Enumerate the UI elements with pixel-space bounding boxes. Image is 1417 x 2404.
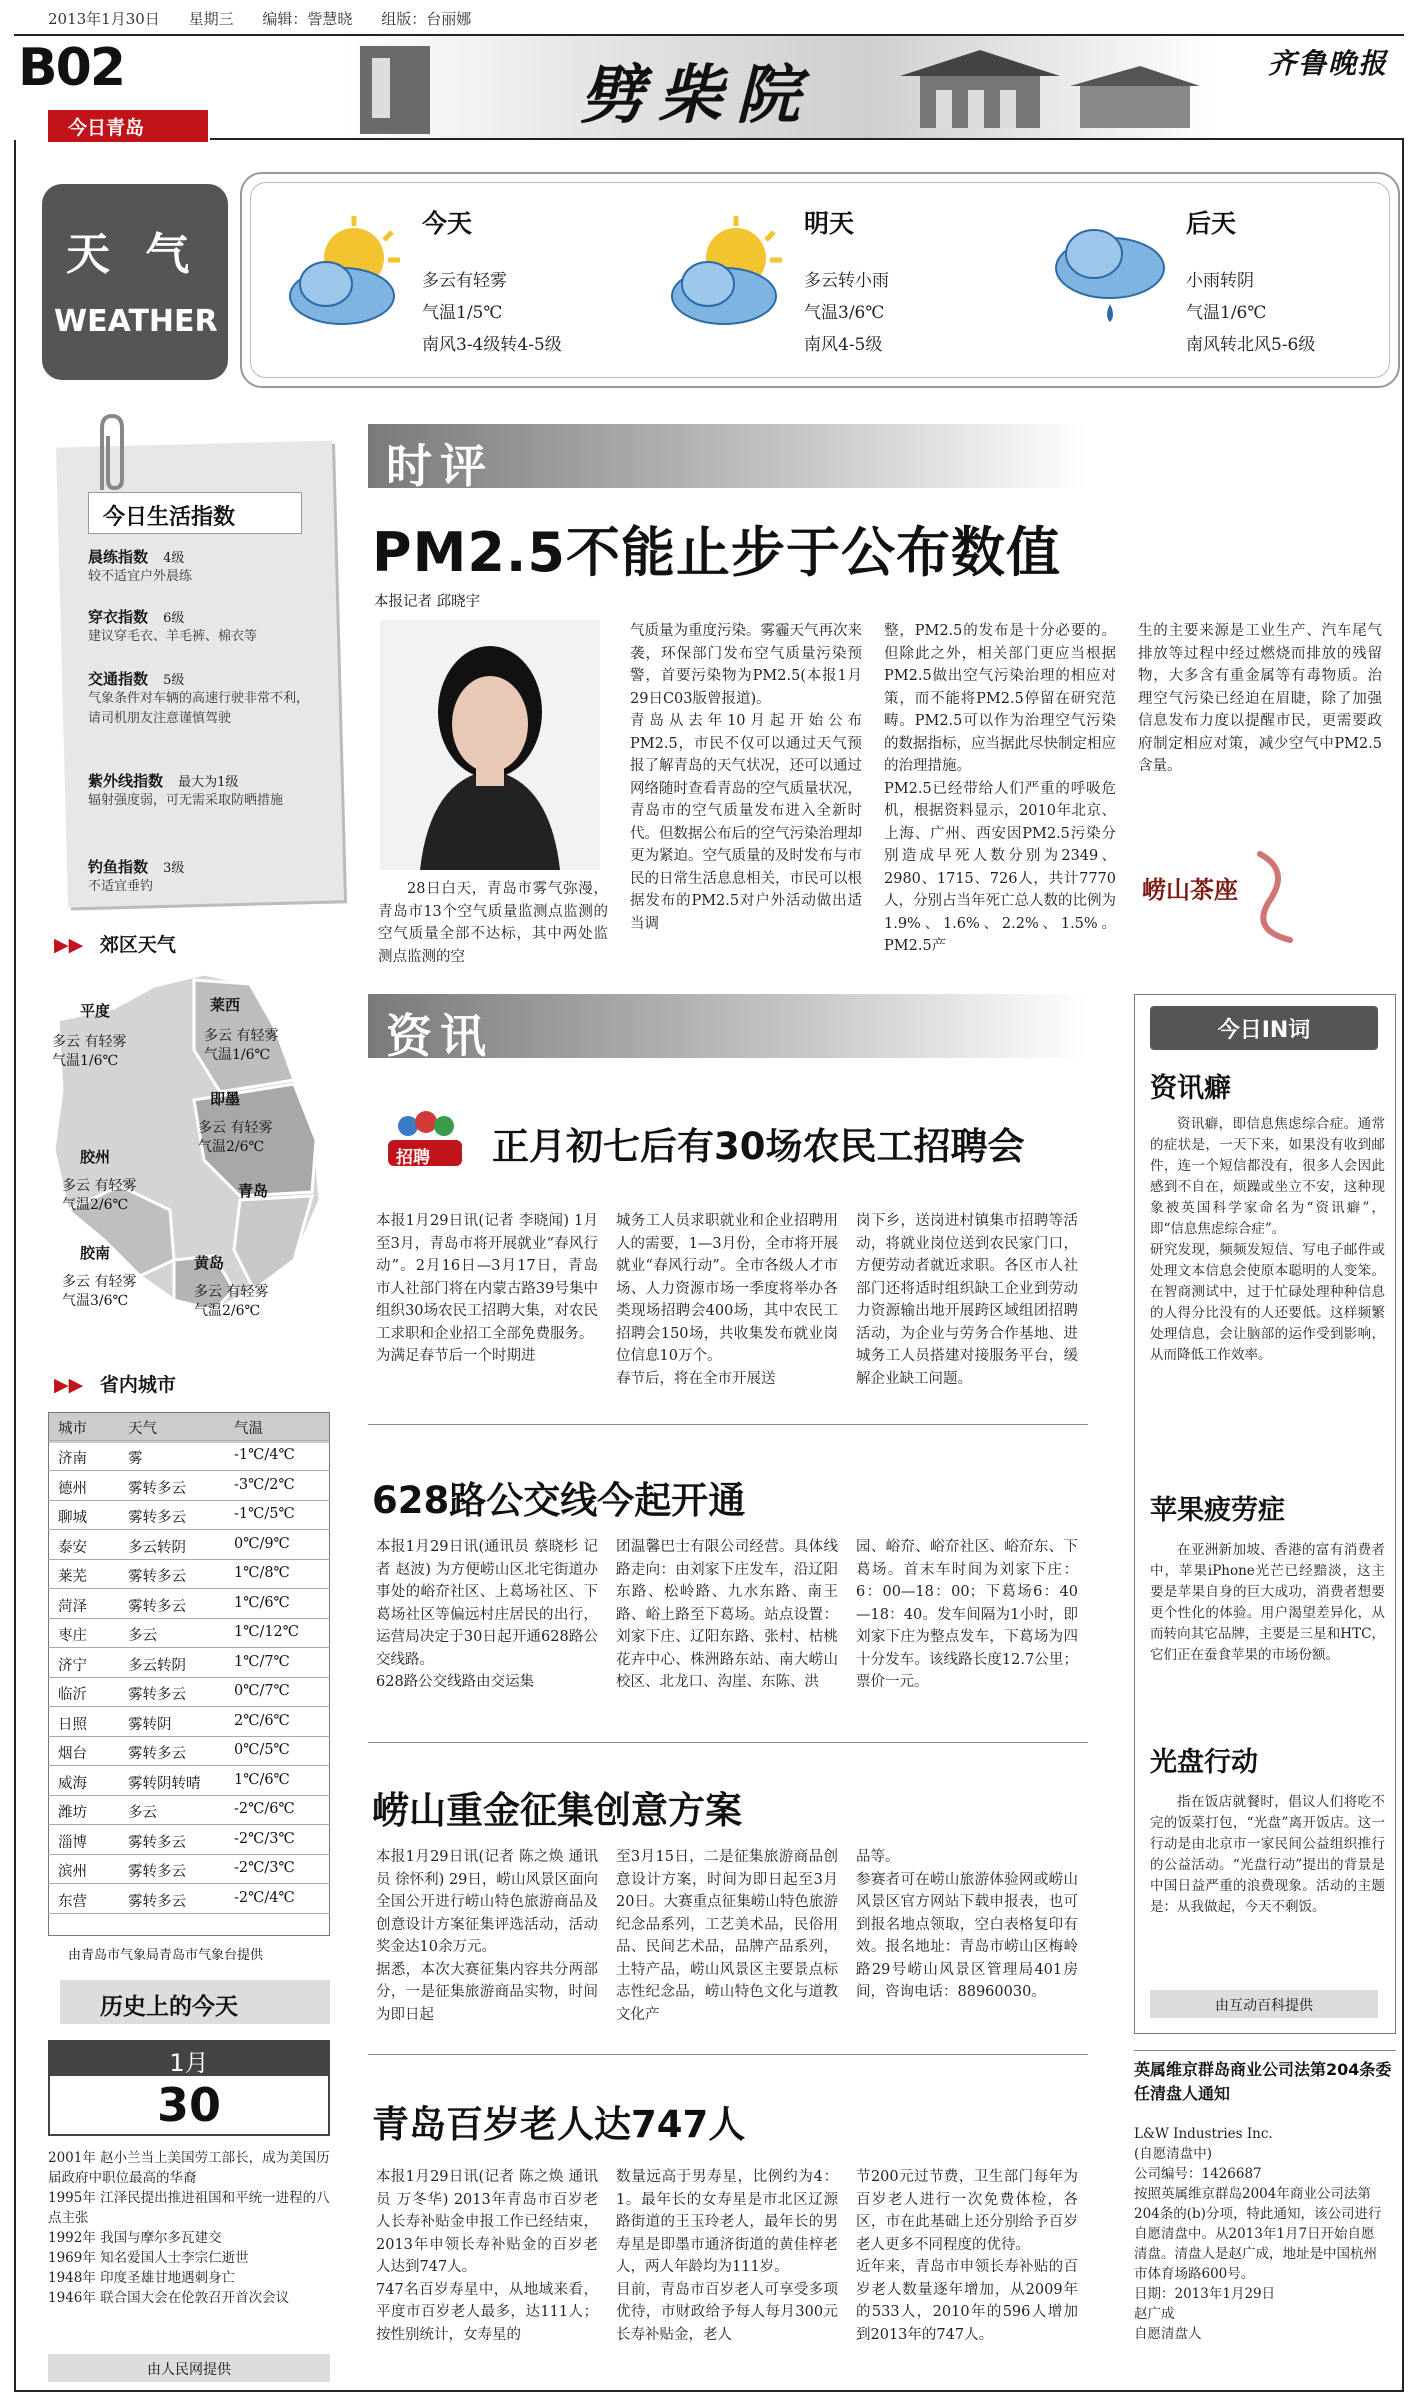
province-heading <box>54 1370 176 1397</box>
life-index-level: 4级 <box>163 551 185 566</box>
city-weather: 雾转多云 <box>128 1569 186 1585</box>
forecast-after-tomorrow <box>1046 196 1406 366</box>
forecast-today-condition: 多云有轻雾 <box>422 271 507 291</box>
forecast-tomorrow <box>664 196 1024 366</box>
city-name: 烟台 <box>58 1746 87 1762</box>
article-divider <box>368 1742 1088 1743</box>
life-index-desc: 建议穿毛衣、羊毛裤、棉衣等 <box>88 629 258 644</box>
history-title-box <box>48 1980 330 2024</box>
city-weather: 雾 <box>128 1451 143 1467</box>
table-row <box>48 1767 330 1796</box>
city-temp: 2℃/6℃ <box>234 1712 290 1729</box>
life-index-item <box>88 546 316 587</box>
city-temp: 1℃/6℃ <box>234 1771 290 1788</box>
life-index-item <box>88 770 316 811</box>
table-row <box>48 1442 330 1471</box>
paperclip-icon <box>90 410 130 500</box>
map-region <box>52 1002 127 1071</box>
city-temp: 0℃/7℃ <box>234 1683 290 1699</box>
table-row <box>48 1619 330 1648</box>
map-region <box>204 996 279 1065</box>
article-col: 本报1月29日讯(通讯员 蔡晓杉 记者 赵波) 为方便崂山区北宅街道办事处的峪夼社区、上葛场社区、下葛场社区等偏远村庄居民的出行，运营局决定于30日起开通628路公交线路。 628路公交线路由交运集 <box>376 1539 598 1690</box>
in-word-desc: 在亚洲新加坡、香港的富有消费者中，苹果iPhone光芒已经黯淡，这主要是苹果自身的巨大成功，消费者想要更个性化的体验。用户渴望差异化，从而转向其它品牌，主要是三星和HTC，它们正在蚕食苹果的市场份额。 <box>1150 1542 1385 1663</box>
map-region-condition: 多云 有轻雾 <box>194 1284 269 1300</box>
commentary-headline: PM2.5不能止步于公布数值 <box>372 521 1061 584</box>
forecast-tomorrow-condition: 多云转小雨 <box>804 271 889 291</box>
laoshan-tea-logo <box>1140 840 1340 950</box>
notice-top-rule <box>1134 2050 1396 2051</box>
table-row <box>48 1708 330 1737</box>
article-col: 品等。 参赛者可在崂山旅游体验网或崂山风景区官方网站下载申报表，也可到报名地点领取，空白表格复印有效。报名地址：青岛市崂山区梅岭路29号崂山风景区管理局401房间，咨询电话：88960030。 <box>856 1849 1078 2000</box>
forecast-after-title: 后天 <box>1186 209 1237 238</box>
partly-cloudy-icon <box>664 212 794 342</box>
life-index-name: 交通指数 <box>88 670 149 688</box>
forecast-tomorrow-wind: 南风4-5级 <box>804 335 883 355</box>
city-name: 聊城 <box>58 1510 87 1526</box>
table-row <box>48 1531 330 1560</box>
commentary-col-3: 整，PM2.5的发布是十分必要的。但除此之外，相关部门更应当根据PM2.5做出空气污染治理的相应对策，而不能将PM2.5停留在研究范畴。PM2.5可以作为治理空气污染的数据指标，应当据此尽快制定相应的治理措施。 PM2.5已经带给人们严重的呼吸危机，根据资料显示，2010年北京、上海、广州、西安因PM2.5污染分别造成早死人数分别为2349、2980、1715、726人，共计7770人，分别占当年死亡总人数的比例为1.9%、1.6%、2.2%、1.5%。PM2.5产 <box>884 623 1116 954</box>
commentary-banner <box>368 424 1088 493</box>
city-weather: 雾转多云 <box>128 1598 186 1615</box>
forecast-today-wind: 南风3-4级转4-5级 <box>422 335 562 355</box>
city-temp: -3℃/2℃ <box>234 1476 295 1493</box>
life-index-level: 3级 <box>163 861 185 876</box>
map-region-name: 青岛 <box>238 1182 269 1200</box>
forecast-after-condition: 小雨转阴 <box>1186 271 1254 291</box>
city-name: 临沂 <box>58 1687 87 1703</box>
laoshan-tea-text: 崂山茶座 <box>1142 875 1238 904</box>
map-region <box>198 1090 273 1157</box>
map-region-condition: 多云 有轻雾 <box>62 1178 137 1194</box>
article-headline: 青岛百岁老人达747人 <box>372 2103 746 2146</box>
table-row <box>48 1855 330 1884</box>
section-banner <box>48 110 208 142</box>
commentary-byline: 本报记者 邱晓宇 <box>374 594 481 610</box>
double-arrow-icon: ▶▶ <box>54 934 84 956</box>
forecast-tomorrow-temp: 气温3/6℃ <box>804 303 885 323</box>
city-temp: -2℃/3℃ <box>234 1830 295 1847</box>
table-row <box>48 1796 330 1825</box>
column-title: 劈柴院 <box>580 58 814 133</box>
table-row <box>48 1501 330 1530</box>
forecast-after-wind: 南风转北风5-6级 <box>1186 335 1316 355</box>
article-col: 本报1月29日讯(记者 陈之焕 通讯员 徐怀利) 29日，崂山风景区面向全国公开进行崂山特色旅游商品及创意设计方案征集评选活动，活动奖金达10余万元。 据悉，本次大赛征集内容共分两部分，一是征集旅游商品实物，时间为即日起 <box>376 1849 598 2023</box>
column-title-banner <box>340 36 1220 138</box>
map-region-name: 即墨 <box>210 1090 241 1108</box>
footer-rule <box>14 2390 1404 2392</box>
commentary-lead-text: 28日白天，青岛市雾气弥漫，青岛市13个空气质量监测点监测的空气质量全部不达标，其中两处监测点监测的空 <box>378 881 608 965</box>
city-weather: 雾转阴 <box>128 1716 172 1733</box>
city-temp: 1℃/12℃ <box>234 1624 300 1640</box>
col-header-city: 城市 <box>58 1421 87 1437</box>
col-header-weather: 天气 <box>128 1421 157 1437</box>
history-title-notch <box>48 1980 60 2024</box>
forecast-today-title: 今天 <box>422 209 473 238</box>
map-region-name: 胶南 <box>80 1244 111 1262</box>
issue-date: 2013年1月30日 <box>48 10 160 28</box>
city-weather: 雾转多云 <box>128 1834 186 1851</box>
history-month-box <box>48 2040 330 2077</box>
city-temp: -2℃/6℃ <box>234 1801 295 1817</box>
col-header-temp: 气温 <box>234 1421 263 1437</box>
news-banner <box>368 994 1088 1063</box>
city-name: 济南 <box>58 1451 87 1467</box>
table-row <box>48 1472 330 1501</box>
table-row <box>48 1678 330 1707</box>
forecast-after-temp: 气温1/6℃ <box>1186 303 1267 323</box>
city-name: 威海 <box>58 1775 87 1792</box>
history-source-box <box>48 2354 330 2382</box>
article-headline: 崂山重金征集创意方案 <box>372 1789 742 1832</box>
table-row <box>48 1826 330 1855</box>
commentary-section-label: 时评 <box>386 439 494 493</box>
article-col: 城务工人员求职就业和企业招聘用人的需要，1—3月份，全市将开展就业“春风行动”。全市各级人才市场、人力资源市场一季度将举办各类现场招聘会400场，其中农民工招聘会150场，共收集发布就业岗位信息10万个。 春节后，将在全市开展送 <box>616 1213 838 1387</box>
map-region-condition: 多云 有轻雾 <box>52 1034 127 1050</box>
map-region <box>62 1148 137 1215</box>
commentary-lead <box>378 878 608 968</box>
forecast-today <box>282 196 642 366</box>
city-name: 济宁 <box>58 1657 87 1674</box>
tea-brush-icon <box>1140 840 1340 950</box>
map-region-name: 胶州 <box>80 1148 111 1166</box>
map-region-condition: 多云 有轻雾 <box>198 1120 273 1136</box>
map-region-name: 黄岛 <box>194 1254 225 1272</box>
rain-cloud-icon <box>1046 212 1176 342</box>
reporter-photo <box>380 620 600 870</box>
province-title: 省内城市 <box>99 1374 176 1396</box>
life-index-item <box>88 606 316 647</box>
life-index-desc: 气象条件对车辆的高速行驶非常不利，请司机朋友注意谨慎驾驶 <box>88 691 310 726</box>
article-divider <box>368 2054 1088 2055</box>
table-row <box>48 1590 330 1619</box>
table-row <box>48 1649 330 1678</box>
life-index-item <box>88 856 316 897</box>
map-region-temp: 气温1/6℃ <box>52 1053 119 1069</box>
city-weather: 雾转多云 <box>128 1480 186 1497</box>
article-headline: 正月初七后有30场农民工招聘会 <box>492 1125 1025 1168</box>
double-arrow-icon: ▶▶ <box>54 1374 84 1396</box>
city-name: 东营 <box>58 1893 87 1910</box>
city-temp: -1℃/4℃ <box>234 1447 295 1463</box>
partly-cloudy-icon <box>282 212 412 342</box>
life-index-level: 最大为1级 <box>178 775 239 790</box>
city-weather: 雾转多云 <box>128 1510 186 1526</box>
city-weather: 雾转多云 <box>128 1687 186 1703</box>
forecast-tomorrow-title: 明天 <box>804 209 855 238</box>
life-index-desc: 不适宜垂钓 <box>88 879 154 894</box>
in-words-source: 由互动百科提供 <box>1215 1998 1313 2014</box>
life-index-desc: 辐射强度弱，可无需采取防晒措施 <box>88 793 284 808</box>
map-region-condition: 多云 有轻雾 <box>62 1274 137 1290</box>
city-name: 莱芜 <box>58 1569 87 1585</box>
layout-editor: 组版：台丽娜 <box>381 10 472 28</box>
history-title: 历史上的今天 <box>100 1994 238 2020</box>
in-word-term: 资讯癖 <box>1150 1073 1231 1104</box>
map-region <box>194 1254 268 1321</box>
city-name: 枣庄 <box>58 1628 87 1644</box>
issue-weekday: 星期三 <box>188 10 234 28</box>
life-index-level: 6级 <box>163 611 185 626</box>
recruit-badge-label: 招聘 <box>396 1148 430 1168</box>
map-region-name: 莱西 <box>210 996 241 1014</box>
city-name: 菏泽 <box>58 1598 87 1615</box>
table-row <box>48 1560 330 1589</box>
header-meta <box>48 8 471 29</box>
in-word-desc: 指在饭店就餐时，倡议人们将吃不完的饭菜打包，“光盘”离开饭店。这一行动是由北京市一家民间公益组织推行的公益活动。“光盘行动”提出的背景是中国日益严重的浪费现象。活动的主题是：从我做起，今天不剩饭。 <box>1150 1794 1385 1915</box>
city-name: 潍坊 <box>58 1805 87 1821</box>
city-weather: 多云转阴 <box>128 1657 186 1674</box>
page-code: B02 <box>18 38 124 98</box>
commentary-col-4: 生的主要来源是工业生产、汽车尾气排放等过程中经过燃烧而排放的残留物，大多含有重金属等有毒物质。治理空气污染已经迫在眉睫，除了加强信息发布力度以提醒市民，更需要政府制定相应对策，减少空气中PM2.5含量。 <box>1138 623 1382 774</box>
notice-body: L&W Industries Inc. (自愿清盘中) 公司编号：1426687 按照英属维京群岛2004年商业公司法第204条的(b)分项，特此通知，该公司进行自愿清盘中。从2013年1月7日开始自愿清盘。清盘人是赵广成，地址是中国杭州市体育场路600号。 日期：2013年1月29日 赵广成 自愿清盘人 <box>1134 2126 1382 2342</box>
history-day: 30 <box>156 2078 221 2132</box>
article-col: 岗下乡，送岗进村镇集市招聘等活动，将就业岗位送到农民家门口，方便劳动者就近求职。各区市人社部门还将适时组织缺工企业到劳动力资源输出地开展跨区域组团招聘活动，为企业与劳务合作基地、进城务工人员搭建对接服务平台，缓解企业缺工问题。 <box>856 1213 1078 1387</box>
life-index-title: 今日生活指数 <box>103 505 236 530</box>
city-weather: 雾转阴转晴 <box>128 1775 201 1792</box>
life-index-name: 紫外线指数 <box>88 772 164 790</box>
suburb-weather-title: 郊区天气 <box>99 934 176 956</box>
map-region-name: 平度 <box>80 1002 111 1020</box>
article-col: 团温馨巴士有限公司经营。具体线路走向：由刘家下庄发车，沿辽阳东路、松岭路、九水东路、南王路、峪上路至下葛场。站点设置：刘家下庄、辽阳东路、张村、枯桃花卉中心、株洲路东站、南大崂山校区、北龙口、沟崖、东陈、洪 <box>616 1539 838 1690</box>
city-temp: -2℃/3℃ <box>234 1860 295 1876</box>
article-col: 本报1月29日讯(记者 陈之焕 通讯员 万冬华) 2013年青岛市百岁老人长寿补贴金申报工作已经结束，2013年申领长寿补贴金的百岁老人达到747人。 747名百岁寿星中，从地域来看，平度市百岁老人最多，达111人；按性别统计，女寿星的 <box>376 2169 598 2343</box>
in-word-term: 光盘行动 <box>1150 1747 1258 1778</box>
city-weather: 雾转多云 <box>128 1746 186 1762</box>
life-index-title-box <box>88 492 302 534</box>
city-temp: 0℃/5℃ <box>234 1742 290 1758</box>
life-index-item <box>88 668 316 729</box>
in-words-title-box <box>1150 1006 1378 1050</box>
table-row <box>48 1885 330 1914</box>
map-region-temp: 气温3/6℃ <box>62 1293 129 1309</box>
history-entry: 1992年 我国与摩尔多瓦建交 <box>48 2230 222 2246</box>
city-temp: -2℃/4℃ <box>234 1889 295 1906</box>
article-headline: 628路公交线今起开通 <box>372 1479 746 1522</box>
history-day-box <box>48 2074 330 2136</box>
section-banner-label: 今日青岛 <box>68 117 145 139</box>
recruit-badge <box>382 1104 468 1170</box>
history-source: 由人民网提供 <box>147 2362 231 2378</box>
in-words-title: 今日IN词 <box>1217 1018 1311 1043</box>
city-name: 淄博 <box>58 1834 87 1851</box>
weather-label-box <box>42 184 228 380</box>
history-entry: 1995年 江泽民提出推进祖国和平统一进程的八点主张 <box>48 2190 330 2226</box>
life-index-name: 钓鱼指数 <box>88 858 149 876</box>
notice-title: 英属维京群岛商业公司法第204条委任清盘人通知 <box>1134 2060 1392 2103</box>
in-words-source-box <box>1150 1990 1378 2018</box>
province-table-header-row <box>48 1412 330 1441</box>
city-temp: 1℃/8℃ <box>234 1565 290 1581</box>
city-temp: -1℃/5℃ <box>234 1506 295 1522</box>
city-weather: 雾转多云 <box>128 1893 186 1910</box>
in-word-term: 苹果疲劳症 <box>1150 1495 1285 1526</box>
life-index-level: 5级 <box>163 673 185 688</box>
commentary-col-2: 气质量为重度污染。雾霾天气再次来袭，环保部门发布空气质量污染预警，首要污染物为PM2.5(本报1月29日C03版曾报道)。 青岛从去年10月起开始公布PM2.5，市民不仅可以通过天气预报了解青岛的天气状况，还可以通过网络随时查看青岛的空气质量状况，青岛市的空气质量发布进入全新时代。但数据公布后的空气污染治理却更为紧迫。空气质量的及时发布与市民的日常生活息息相关，市民可以根据发布的PM2.5对户外活动做出适当调 <box>630 623 862 932</box>
in-word-desc: 资讯癖，即信息焦虑综合症。通常的症状是，一天下来，如果没有收到邮件，连一个短信都没有，很多人会因此感到不自在，烦躁或坐立不安，这种现象被英国科学家命名为“资讯癖”，即“信息焦虑综合症”。 研究发现，频频发短信、写电子邮件或处理文本信息会使原本聪明的人变笨。在智商测试中，过于忙碌处理种种信息的人得分比没有的人还要低。这样频繁处理信息，会让脑部的运作受到影响，从而降低工作效率。 <box>1150 1116 1385 1363</box>
article-col: 园、峪夼、峪夼社区、峪夼东、下葛场。首末车时间为刘家下庄：6：00—18：00；下葛场6：40—18：40。发车间隔为1小时，即刘家下庄为整点发车，下葛场为四十分发车。该线路长度12.7公里；票价一元。 <box>856 1539 1078 1690</box>
map-region-temp: 气温2/6℃ <box>194 1303 261 1319</box>
life-index-desc: 较不适宜户外晨练 <box>88 569 193 584</box>
article-col: 数量远高于男寿星，比例约为4：1。最年长的女寿星是市北区辽源路街道的王玉玲老人，最年长的男寿星是即墨市通济街道的黄佳梓老人，两人年龄均为111岁。 目前，青岛市百岁老人可享受多项优待，市财政给予每人每月300元长寿补贴金，老人 <box>616 2169 838 2343</box>
suburb-weather-heading <box>54 930 176 957</box>
history-entry: 1969年 知名爱国人士李宗仁逝世 <box>48 2250 249 2266</box>
city-name: 滨州 <box>58 1864 87 1880</box>
life-index-name: 晨练指数 <box>88 548 149 566</box>
history-entry: 1946年 联合国大会在伦敦召开首次会议 <box>48 2290 290 2306</box>
map-region-temp: 气温2/6℃ <box>198 1139 265 1155</box>
map-region-condition: 多云 有轻雾 <box>204 1028 279 1044</box>
map-region-temp: 气温1/6℃ <box>204 1047 271 1063</box>
city-temp: 1℃/6℃ <box>234 1594 290 1611</box>
table-row <box>48 1737 330 1766</box>
history-month: 1月 <box>169 2049 209 2077</box>
province-source: 由青岛市气象局青岛市气象台提供 <box>68 1948 264 1963</box>
city-name: 泰安 <box>58 1539 87 1556</box>
city-name: 日照 <box>58 1716 87 1733</box>
history-entry: 2001年 赵小兰当上美国劳工部长，成为美国历届政府中职位最高的华裔 <box>48 2150 330 2186</box>
editor: 编辑：訾慧晓 <box>262 10 353 28</box>
city-weather: 雾转多云 <box>128 1864 186 1880</box>
forecast-today-temp: 气温1/5℃ <box>422 303 503 323</box>
map-region <box>62 1244 137 1311</box>
city-temp: 1℃/7℃ <box>234 1653 290 1670</box>
history-entry: 1948年 印度圣雄甘地遇刺身亡 <box>48 2270 236 2286</box>
article-col: 本报1月29日讯(记者 李晓闻) 1月至3月，青岛市将开展就业“春风行动”。2月16日—3月17日，青岛市人社部门将在内蒙古路39号集中组织30场农民工招聘大集，对农民工求职和企业招工全部免费服务。 为满足春节后一个时期进 <box>376 1213 598 1364</box>
map-region-temp: 气温2/6℃ <box>62 1197 129 1213</box>
article-col: 至3月15日，二是征集旅游商品创意设计方案，时间为即日起至3月20日。大赛重点征集崂山特色旅游纪念品系列，工艺美术品，民俗用品、民间艺术品，品牌产品系列，土特产品，崂山风景区主要景点标志性纪念品，崂山特色文化与道教文化产 <box>616 1849 838 2023</box>
city-weather: 多云 <box>128 1628 157 1644</box>
weather-label-en: WEATHER <box>54 304 218 339</box>
article-divider <box>368 1424 1088 1425</box>
life-index-name: 穿衣指数 <box>88 608 149 626</box>
city-name: 德州 <box>58 1480 87 1497</box>
article-col: 节200元过节费，卫生部门每年为百岁老人进行一次免费体检，各区，市在此基础上还分别给予百岁老人更多不同程度的优待。 近年来，青岛市申领长寿补贴的百岁老人数量逐年增加，从2009年的533人，2010年的596人增加到2013年的747人。 <box>856 2169 1078 2343</box>
city-weather: 多云转阴 <box>128 1539 186 1556</box>
weather-label-cn: 天 气 <box>66 229 200 280</box>
city-weather: 多云 <box>128 1805 157 1821</box>
newspaper-logo: 齐鲁晚报 <box>1268 47 1389 80</box>
city-temp: 0℃/9℃ <box>234 1535 290 1552</box>
news-section-label: 资讯 <box>386 1009 494 1063</box>
